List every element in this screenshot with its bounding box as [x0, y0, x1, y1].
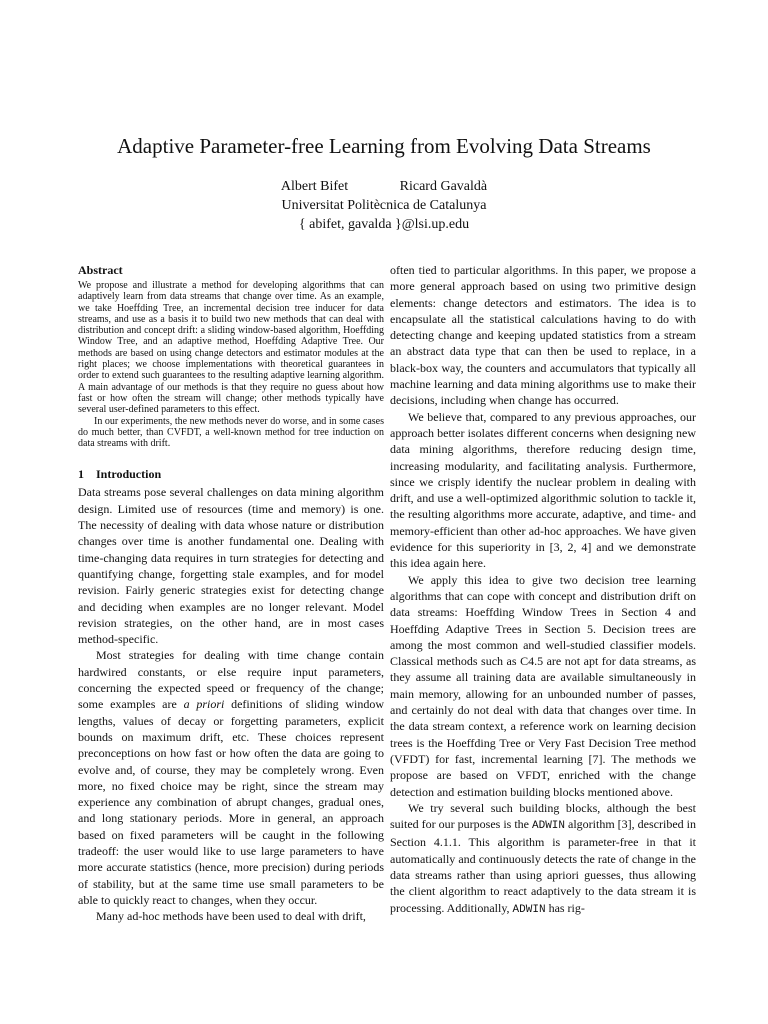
abstract-heading: Abstract: [78, 263, 123, 277]
author-name: Ricard Gavaldà: [399, 179, 488, 194]
text-run: has rig-: [545, 900, 585, 915]
text-run: definitions of sliding window lengths, values of decay or forgetting parameters, explicit bounds on maximum drift, etc. These choices represent preconceptions on how fast or how often the data are going to evolve and, of course, they may be completely wrong. Even more, no fixed choice may be right, since the stream may experience any combination of abrupt changes, gradual ones, and long stationary periods. More in general, an approach based on fixed parameters will be caught in the following tradeoff: the user would like to use large parameters to have more accurate statistics (hence, more precision) during periods of stability, but at the same time use small parameters to be able to quickly react to changes, when they occur.: [78, 697, 384, 907]
author-name: Albert Bifet: [280, 179, 349, 194]
left-column: [78, 262, 384, 924]
text-run: algorithm [3], described in Section 4.1.1. This algorithm is parameter-free in that it automatically and continuously detects the rate of change in the data streams rather than using apriori guesses, thus allowing the client algorithm to react adaptively to the data stream it is processing. Additionally,: [390, 817, 696, 915]
introduction-body: [78, 484, 384, 924]
body-paragraph: Data streams pose several challenges on data mining algorithm design. Limited use of resources (time and memory) is one. The necessity of dealing with data whose nature or distribution changes over time is another fundamental one. Dealing with time-changing data requires in turn strategies for detecting and quantifying change, forgetting stale examples, and for model revision. Fairly generic strategies exist for detecting change and deciding when examples are no longer relevant. Model revision strategies, on the other hand, are in most cases method-specific.: [78, 485, 384, 647]
body-paragraph: often tied to particular algorithms. In this paper, we propose a more general approach based on using two primitive design elements: change detectors and estimators. The idea is to encapsulate all the statistical calculations having to do with detecting change and keeping updated statistics from a stream an abstract data type that can then be used to replace, in a black-box way, the counters and accumulators that typically all machine learning and data mining algorithms use to make their decisions, including when change has occurred.: [390, 263, 696, 408]
body-paragraph: [78, 647, 384, 908]
body-paragraph: We believe that, compared to any previous approaches, our approach better isolates different concerns when designing new data mining algorithms, therefore reducing design time, increasing modularity, and facilitating analysis. Furthermore, since we crisply identify the nuclear problem in dealing with drift, and use a well-optimized algorithmic solution to tackle it, the resulting algorithms more accurate, adaptive, and time- and memory-efficient than other ad-hoc approaches. We have given evidence for this superiority in [3, 2, 4] and we demonstrate this idea again here.: [390, 409, 696, 571]
body-paragraph: Many ad-hoc methods have been used to deal with drift,: [96, 909, 366, 924]
author-block: [0, 177, 768, 234]
code-text: ADWIN: [532, 820, 566, 833]
abstract-paragraph: In our experiments, the new methods never do worse, and in some cases do much better, than CVFDT, a well-known method for tree induction on data streams with drift.: [78, 415, 384, 450]
paper-title: Adaptive Parameter-free Learning from Evolving Data Streams: [117, 134, 651, 158]
text-run: Most strategies for dealing with time change contain hardwired constants, or else require input parameters, concerning the expected speed or frequency of the change; some examples are: [78, 648, 384, 712]
body-paragraph: [390, 800, 696, 918]
body-paragraph: We apply this idea to give two decision tree learning algorithms that can cope with concept and distribution drift on data streams: Hoeffding Window Trees in Section 4 and Hoeffding Adaptive Trees in Section 5. Decision trees are among the most common and well-studied classifier models. Classical methods such as C4.5 are not apt for data streams, as they assume all training data are available simultaneously in main memory, allowing for an unbounded number of passes, and certainly do not deal with data that changes over time. In the data stream context, a reference work on learning decision trees is the Hoeffding Tree or Very Fast Decision Tree method (VFDT) for fast, incremental learning [7]. The methods we propose are based on VFDT, enriched with the change detection and estimation building blocks mentioned above.: [390, 572, 696, 799]
section-number: 1: [78, 467, 84, 482]
section-heading-introduction: [78, 466, 384, 482]
abstract-paragraph: We propose and illustrate a method for developing algorithms that can adaptively learn from data streams that change over time. As an example, we take Hoeffding Tree, an incremental decision tree inducer for data streams, and use as a basis it to build two new methods that can deal with distribution and concept drift: a sliding window-based algorithm, Hoeffding Window Tree, and an adaptive method, Hoeffding Adaptive Tree. Our methods are based on using change detectors and estimator modules at the right places; we choose implementations with theoretical guarantees in order to extend such guarantees to the resulting adaptive learning algorithm. A main advantage of our methods is that they require no guess about how fast or how often the stream will change; other methods typically have several user-defined parameters to this effect.: [78, 280, 384, 416]
author-names: [0, 177, 768, 196]
email: { abifet, gavalda }@lsi.up.edu: [298, 217, 470, 232]
right-column: [390, 262, 696, 918]
text-run: We try several such building blocks, although the best suited for our purposes is the: [390, 800, 696, 832]
emphasis-text: a priori: [183, 697, 225, 712]
code-text: ADWIN: [512, 903, 546, 916]
section-title: Introduction: [96, 467, 162, 482]
abstract: [78, 262, 384, 449]
affiliation: Universitat Politècnica de Catalunya: [281, 198, 487, 213]
